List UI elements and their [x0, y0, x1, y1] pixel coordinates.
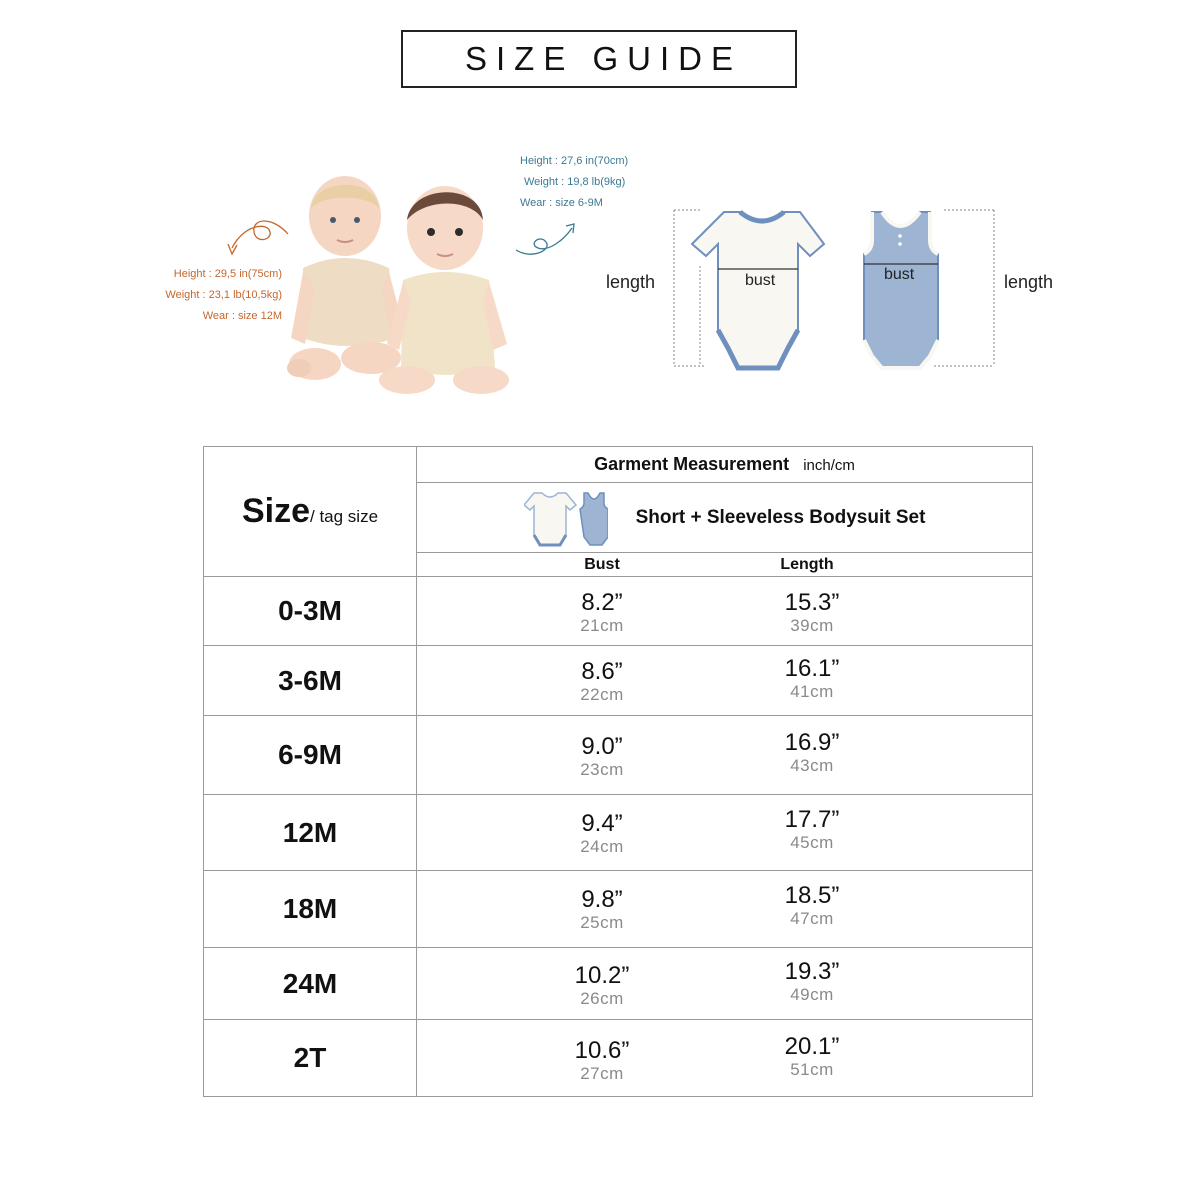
size-cell: 0-3M: [204, 577, 417, 646]
babies-photo: [285, 168, 525, 400]
table-row: [204, 948, 1033, 1020]
tag-size-heading: / tag size: [310, 507, 379, 526]
length-cm: 39cm: [790, 616, 834, 635]
bust-cm: 22cm: [580, 685, 624, 704]
bust-cm: 25cm: [580, 913, 624, 932]
size-cell: 12M: [204, 795, 417, 871]
model-left-info: [120, 264, 282, 327]
measure-cell: [417, 577, 1033, 646]
length-cm: 47cm: [790, 909, 834, 928]
model-right-weight: Weight : 19,8 lb(9kg): [524, 176, 626, 188]
table-row: [204, 1020, 1033, 1097]
bust-inch: 9.4”: [581, 810, 623, 837]
table-row: [204, 795, 1033, 871]
measure-cell: [417, 1020, 1033, 1097]
bust-inch: 8.2”: [581, 589, 623, 616]
size-cell: 6-9M: [204, 716, 417, 795]
length-cm: 41cm: [790, 682, 834, 701]
measure-cell: [417, 871, 1033, 948]
sleeveless-bodysuit-icon: [864, 210, 994, 368]
model-right-wear: Wear : size 6-9M: [520, 197, 603, 209]
table-row: [204, 577, 1033, 646]
model-left-weight: Weight : 23,1 lb(10,5kg): [165, 289, 282, 301]
length-inch: 16.9”: [784, 729, 840, 756]
table-row: [204, 871, 1033, 948]
bust-inch: 8.6”: [581, 658, 623, 685]
measure-cell: [417, 646, 1033, 716]
length-label-left: length: [606, 272, 656, 292]
size-cell: 24M: [204, 948, 417, 1020]
garment-measurement-header: [417, 447, 1033, 483]
size-heading: Size: [241, 492, 310, 530]
garment-measurement-title: Garment Measurement: [594, 454, 790, 474]
size-cell: 18M: [204, 871, 417, 948]
length-label-right: length: [1004, 272, 1054, 292]
bust-cm: 26cm: [580, 989, 624, 1008]
size-cell: 2T: [204, 1020, 417, 1097]
set-bodysuits-icon: [524, 487, 608, 549]
measure-cell: [417, 716, 1033, 795]
curl-arrow-left-icon: [222, 214, 292, 262]
col-length-header: Length: [780, 556, 834, 573]
unit-label: inch/cm: [803, 457, 855, 474]
set-label: Short + Sleeveless Bodysuit Set: [635, 506, 926, 528]
bust-cm: 21cm: [580, 616, 624, 635]
bust-inch: 9.0”: [581, 733, 623, 760]
size-guide-title-box: [401, 30, 797, 88]
set-header: [417, 483, 1033, 553]
column-headers: [417, 553, 1033, 577]
length-cm: 51cm: [790, 1060, 834, 1079]
bust-label-short: bust: [745, 272, 776, 289]
measure-cell: [417, 795, 1033, 871]
bust-inch: 9.8”: [581, 886, 623, 913]
bust-inch: 10.2”: [574, 962, 630, 989]
length-cm: 43cm: [790, 756, 834, 775]
bust-cm: 23cm: [580, 760, 624, 779]
size-cell: 3-6M: [204, 646, 417, 716]
length-inch: 19.3”: [784, 958, 840, 985]
table-row: [204, 716, 1033, 795]
model-right-height: Height : 27,6 in(70cm): [520, 155, 629, 167]
length-inch: 20.1”: [784, 1033, 840, 1060]
bust-cm: 24cm: [580, 837, 624, 856]
bust-inch: 10.6”: [574, 1037, 630, 1064]
bust-label-sleeveless: bust: [884, 266, 915, 283]
bust-cm: 27cm: [580, 1064, 624, 1083]
table-row: [204, 646, 1033, 716]
length-inch: 16.1”: [784, 655, 840, 682]
length-inch: 15.3”: [784, 589, 840, 616]
page-title: SIZE GUIDE: [464, 40, 743, 77]
length-cm: 49cm: [790, 985, 834, 1004]
garment-diagram: [600, 200, 1070, 380]
size-header-cell: [204, 447, 417, 577]
size-table: [203, 446, 1033, 1097]
length-inch: 17.7”: [784, 806, 840, 833]
model-left-wear: Wear : size 12M: [202, 310, 282, 322]
length-cm: 45cm: [790, 833, 834, 852]
col-bust-header: Bust: [584, 556, 620, 573]
length-inch: 18.5”: [784, 882, 840, 909]
measure-cell: [417, 948, 1033, 1020]
model-left-height: Height : 29,5 in(75cm): [173, 268, 282, 280]
